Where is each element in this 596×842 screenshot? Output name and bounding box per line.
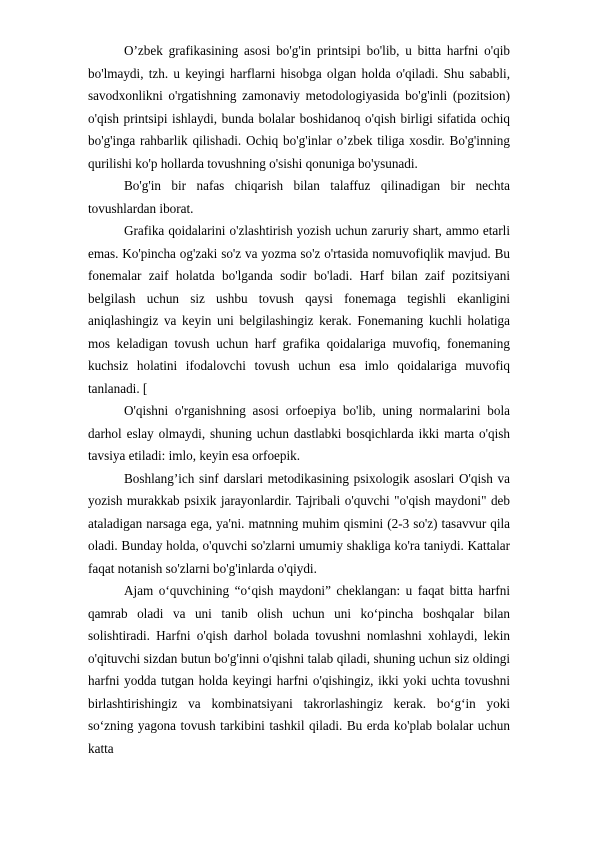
paragraph-novice-reader: Ajam o‘quvchining “o‘qish maydoni” cheklangan: u faqat bitta harfni qamrab oladi va uni tanib olish uchun uni ko‘pincha boshqalar bilan solishtiradi. Harfni o'qish darhol bolada tovushni nomlashni xohlaydi, lekin o'qituvchi sizdan butun bo'g'inni o'qishni talab qiladi, shuning uchun siz oldingi harfni yodda tutgan holda keyingi harfni o'qishingiz, ikki yoki uchta tovushni birlashtirishingiz va kombinatsiyani takrorlashingiz kerak. bo‘g‘in yoki so‘zning yagona tovush tarkibini tashkil qiladi. Bu erda ko'plab bolalar uchun katta: [88, 583, 510, 756]
paragraph-syllable-definition: Bo'g'in bir nafas chiqarish bilan talaffuz qilinadigan bir nechta tovushlardan iborat.: [88, 178, 510, 216]
paragraph-orthoepy: O'qishni o'rganishning asosi orfoepiya bo'lib, uning normalarini bola darhol eslay olmaydi, shuning uchun dastlabki bosqichlarda ikki marta o'qish tavsiya etiladi: imlo, keyin esa orfoepik.: [88, 403, 510, 463]
paragraph-psychological-basis: Boshlang’ich sinf darslari metodikasining psixologik asoslari O'qish va yozish murakkab psixik jarayonlardir. Tajribali o'quvchi "o'qish maydoni" deb ataladigan narsaga ega, ya'ni. matnning muhim qismini (2-3 so'z) tasavvur qila oladi. Bunday holda, o'quvchi so'zlarni umumiy shakliga ko'ra taniydi. Kattalar faqat notanish so'zlarni bo'g'inlarda o'qiydi.: [88, 470, 510, 576]
paragraph-syllable-principle: O’zbek grafikasining asosi bo'g'in printsipi bo'lib, u bitta harfni o'qib bo'lmaydi, tzh. u keyingi harflarni hisobga olgan holda o'qiladi. Shu sababli, savodxonlikni o'rgatishning zamonaviy metodologiyasida bo'g'inli (pozitsion) o'qish printsipi ishlaydi, bunda bolalar boshidanoq o'qish birligi sifatida ochiq bo'g'inga rahbarlik qilishadi. Ochiq bo'g'inlar o’zbek tiliga xosdir. Bo'g'inning qurilishi ko'p hollarda tovushning o'sishi qonuniga bo'ysunadi.: [88, 43, 510, 171]
document-page: [88, 40, 510, 760]
paragraph-graphic-rules: Grafika qoidalarini o'zlashtirish yozish uchun zaruriy shart, ammo etarli emas. Ko'pincha og'zaki so'z va yozma so'z o'rtasida nomuvofiqlik mavjud. Bu fonemalar zaif holatda bo'lganda sodir bo'ladi. Harf bilan zaif pozitsiyani belgilash uchun siz ushbu tovush qaysi fonemaga tegishli ekanligini aniqlashingiz va keyin uni belgilashingiz kerak. Fonemaning kuchli holatiga mos keladigan tovush uchun harf grafika qoidalariga muvofiq, fonemaning kuchsiz holatini ifodalovchi tovush uchun esa imlo qoidalariga muvofiq tanlanadi. [: [88, 223, 510, 396]
